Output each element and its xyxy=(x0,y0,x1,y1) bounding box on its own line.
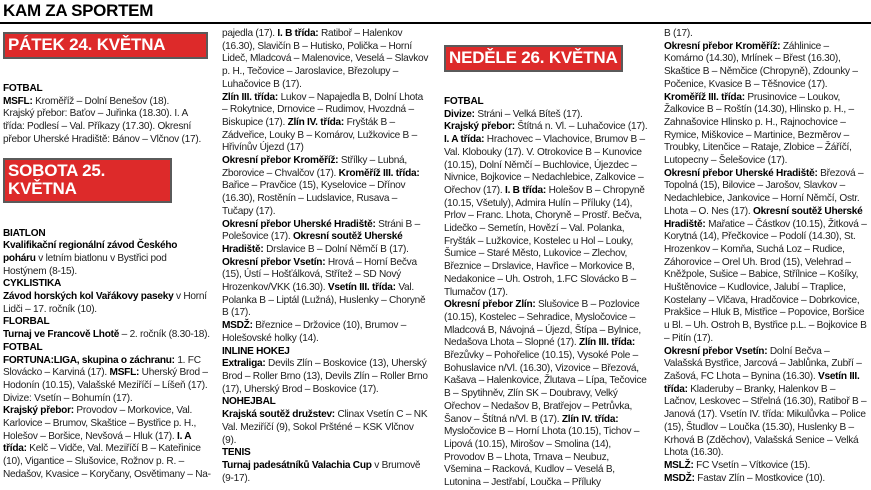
section-heading: NOHEJBAL xyxy=(222,396,276,408)
section-heading: FOTBAL xyxy=(3,83,43,94)
paragraph: pajedla (17). I. B třída: Ratiboř – Halenkov (16.30), Slavičín B – Hutisko, Polička – Horní Lideč, Mladcová – Malenovice, Veselá – Slavkov p. H., Tečovice – Jaroslavice, Březolupy – Luhačovice B (17). xyxy=(222,28,429,90)
column-4 xyxy=(664,28,869,485)
paragraph: B (17). xyxy=(664,28,693,39)
paragraph: Krajský přebor: Provodov – Morkovice, Val. Karlovice – Brumov, Skaštice – Bystřice p. H., Holešov – Boršice, Nevšová – Hluk (17). I. A třída: Kelč – Vidče, Val. Meziříčí B – Kateřinice (10), Vigantice – Slušovice, Rožnov p. R. – Nedašov, Kvasice – Koryčany, Osvětimany – Na- xyxy=(3,405,211,480)
paragraph: Okresní přebor Vsetín: Hrová – Horní Bečva (15), Ústí – Hošťálková, Střítež – SD Nový Hrozenkov/VKK (16.30). Vsetín III. třída: Val. Polanka B – Liptál (Lužná), Huslenky – Choryně B (17). xyxy=(222,256,426,319)
section-heading: CYKLISTIKA xyxy=(3,278,62,290)
paragraph: Okresní přebor Zlín: Slušovice B – Pozlovice (10.15), Kostelec – Sehradice, Mysločovice – Mladcová B, Návojná – Újezd, Štípa – Bylnice, Nedašova Lhota – Slopné (17). Zlín III. třída: Březůvky – Pohořelice (10.15), Vysoké Pole – Bohuslavice n/Vl. (16.30), Vizovice – Březová, Kašava – Halenkovice, Žlutava – Lípa, Tečovice B – Spytihněv, Zlín SK – Doubravy, Velký Ořechov – Nedašov B, Bratřejov – Petrůvka, Šanov – Štítná n/Vl. B (17). Zlín IV. třída: Mysločovice B – Horní Lhota (10.15), Tichov – Lipová (10.15), Mirošov – Smolina (14), Provodov B – Lhota, Trnava – Neubuz, Všemina – Racková, Kudlov – Veselá B, Lutonina – Jestřabí, Loučka – Příluky xyxy=(444,299,647,489)
paragraph: Okresní přebor Uherské Hradiště: Stráni B – Polešovice (17). Okresní soutěž Uherské Hradiště: Drslavice B – Dolní Němčí B (17). xyxy=(222,218,420,255)
section-heading: INLINE HOKEJ xyxy=(222,345,290,357)
paragraph: MSDŽ: Březnice – Držovice (10), Brumov – Holešovské holky (14). xyxy=(222,320,407,344)
paragraph: Krajský přebor: Štítná n. Vl. – Luhačovice (17). I. A třída: Hrachovec – Vlachovice, Brumov B – Val. Klobouky (17). V. Otrokovice B – Kunovice (10.15), Dolní Němčí – Buchlovice, Újezdec – Nivnice, Bojkovice – Nedachlebice, Zalkovice – Ořechov (17). I. B třída: Holešov B – Chropyně (10.15, Všetuly), Admira Hulín – Příluky (14), Prlov – Franc. Lhota, Choryně – Prostř. Bečva, Lidečko – Semetín, Hovězí – Val. Polanka, Fryšták – Lužkovice, Kostelec u Hol – Louky, Šumice – Staré Město, Lukovice – Zlechov, Březnice – Drslavice, Havřice – Morkovice B, Nedakonice – Uh. Ostroh, 1.FC Slovácko B – Tlumačov (17). xyxy=(444,121,648,298)
paragraph: Krajská soutěž družstev: Clinax Vsetín C – NK Val. Meziříčí (9), Sokol Pršténé – KSK Vlčnov (9). xyxy=(222,409,428,446)
paragraph: Okresní přebor Uherské Hradiště: Březová – Topolná (15), Bilovice – Jarošov, Slavkov – Nedachlebice, Jankovice – Horní Němčí, Ostr. Lhota – O. Nes (17). Okresní soutěž Uherské Hradiště: Mařatice – Částkov (10.15), Žitková – Korytná (14), Přečkovice – Podolí (14.30), St. Hrozenkov – Komňa, Suchá Loz – Rudice, Záhorovice – Orel Uh. Brod (15), Velehrad – Kněžpole, Sušice – Babice, Střílnice – Košíky, Huštěnovice – Kudlovice, Jalubí – Traplice, Kostelany – Vlčava, Hradčovice – Dobrkovice, Prakšice – Hluk B, Mistřice – Popovice, Boršice u Bl. – Uh. Ostroh B, Bystřice p.L. – Bojkovice B – Pitín (17). xyxy=(664,167,867,344)
day-banner-friday: PÁTEK 24. KVĚTNA xyxy=(3,32,208,59)
paragraph: Okresní přebor Kroměříž: Střílky – Lubná, Zborovice – Chvalčov (17). Kroměříž III. třída: Bařice – Pravčice (15), Kyselovice – Dřínov (16.30), Rostěnín – Ludslavice, Rusava – Tučapy (17). xyxy=(222,155,420,217)
paragraph: MSFL: Kroměříž – Dolní Benešov (18). xyxy=(3,95,170,107)
paragraph: Krajský přebor: Baťov – Juřinka (18.30). I. A třída: Podlesí – Val. Příkazy (17.30). Okresní přebor Uherské Hradiště: Bánov – Vlčnov (17). xyxy=(3,108,202,145)
paragraph: MSLŽ: FC Vsetín – Vítkovice (15). xyxy=(664,459,811,471)
paragraph: Závod horských kol Vařákovy paseky v Horní Lidči – 17. ročník (10). xyxy=(3,291,207,315)
section-heading: TENIS xyxy=(222,447,251,459)
paragraph: FORTUNA:LIGA, skupina o záchranu: 1. FC Slovácko – Karviná (17). MSFL: Uherský Brod – Hodonín (10.15), Valašské Meziříčí – Líšeň (17). Divize: Vsetín – Bohumín (17). xyxy=(3,354,208,404)
column-2 xyxy=(222,28,429,485)
day-banner-saturday: SOBOTA 25. KVĚTNA xyxy=(3,158,172,203)
paragraph: Kvalifikační regionální závod Českého poháru v letním biatlonu v Bystřici pod Hostýnem (8-15). xyxy=(3,240,178,277)
paragraph: Divize: Stráni – Velká Bíteš (17). xyxy=(444,108,583,120)
section-heading: FLORBAL xyxy=(3,316,50,328)
paragraph: Okresní přebor Kroměříž: Záhlinice – Komárno (14.30), Mrlínek – Břest (16.30), Skaštice B – Němčice (Chropyně), Zdounky – Počenice, Kvasice B – Těšnovice (17). Kroměříž III. třída: Prusinovice – Loukov, Žalkovice B – Roštín (14.30), Hlinsko p. H., – Zahnašovice Hlinsko p. H., Rajnochovice – Rymice, Miškovice – Martinice, Bezměrov – Troubky, Litenčice – Rataje, Zlobice – Žáříčí, Lutopecny – Šelešovice (17). xyxy=(664,40,858,167)
paragraph: Zlín III. třída: Lukov – Napajedla B, Dolní Lhota – Rokytnice, Drnovice – Rudimov, Hvozdná – Biskupice (17). Zlín IV. třída: Fryšták B – Zádveřice, Louky B – Komárov, Lužkovice B – Hřivínův Újezd (17) xyxy=(222,91,423,154)
column-1 xyxy=(3,28,211,482)
page-title: KAM ZA SPORTEM xyxy=(3,1,154,20)
paragraph: Turnaj padesátníků Valachia Cup v Brumově (9-17). xyxy=(222,459,421,484)
day-banner-sunday: NEDĚLE 26. KVĚTNA xyxy=(444,45,623,72)
paragraph: Turnaj ve Francově Lhotě – 2. ročník (8.30-18). xyxy=(3,329,210,341)
section-heading: FOTBAL xyxy=(3,341,43,353)
section-heading: FOTBAL xyxy=(444,96,484,107)
league-label: MSFL: xyxy=(3,95,33,107)
column-3 xyxy=(444,28,648,490)
paragraph: MSDŽ: Fastav Zlín – Mostkovice (10). xyxy=(664,472,825,484)
paragraph: Okresní přebor Vsetín: Dolní Bečva – Valašská Bystřice, Jarcová – Jablůnka, Zubří – Zašová, FC Lhota – Bynina (16.30). Vsetín III. třída: Kladeruby – Branky, Halenkov B – Lačnov, Leskovec – Střelná (16.30), Ratiboř B – Janová (17). Vsetín IV. třída: Mikulůvka – Police (15), Študlov – Loučka (15.30), Huslenky B – Krhová B (Zděchov), Valašská Senice – Velká Lhota (16.30). xyxy=(664,345,867,459)
title-rule xyxy=(0,22,871,24)
paragraph: Extraliga: Devils Zlín – Boskovice (13), Uherský Brod – Roller Brno (13), Devils Zlín – Roller Brno (17), Uherský Brod – Boskovice (17). xyxy=(222,358,428,395)
section-heading: BIATLON xyxy=(3,227,46,239)
